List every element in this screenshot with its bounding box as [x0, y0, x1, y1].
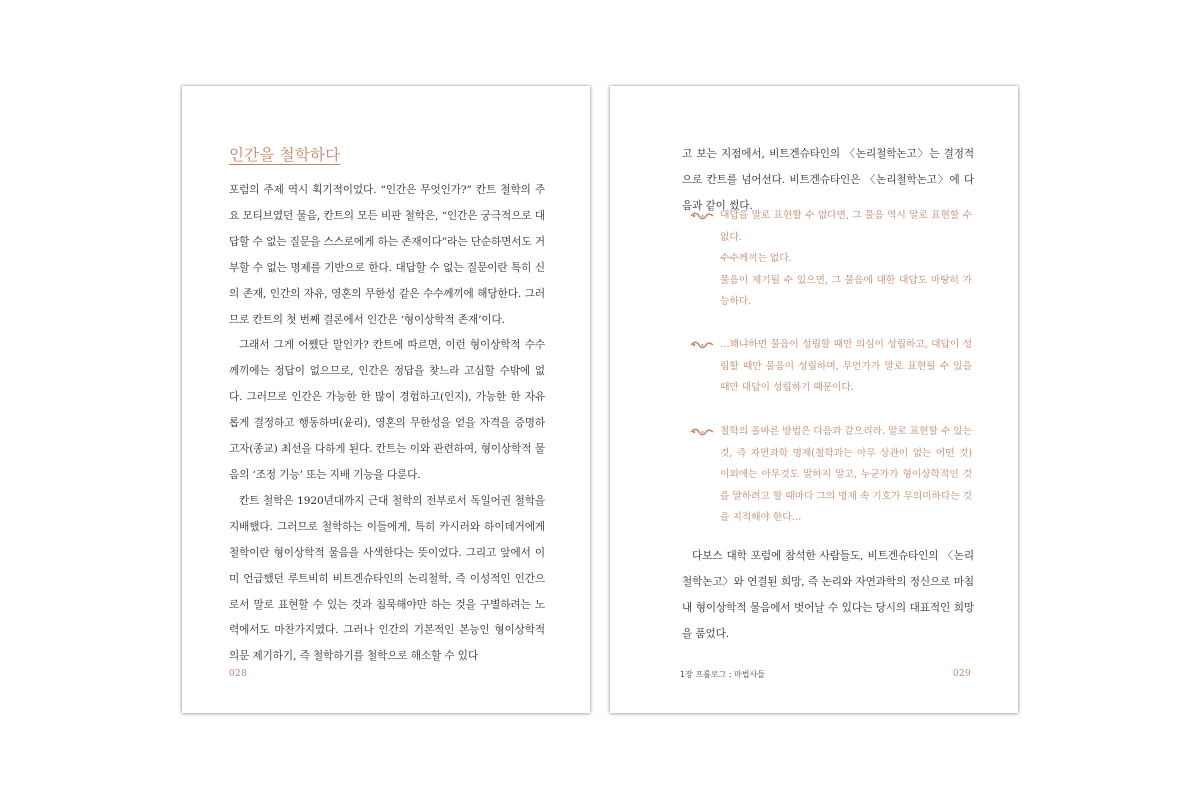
- left-body-text: [229, 178, 545, 670]
- running-head: 1장 프롤로그 : 마법사들: [680, 670, 765, 679]
- right-page: [610, 86, 1018, 713]
- left-page: [182, 86, 590, 713]
- quote-line: 대답을 말로 표현할 수 없다면, 그 물음 역시 말로 표현할 수 없다.: [720, 210, 972, 243]
- quote-line: 물음이 제기될 수 있으면, 그 물음에 대한 대답도 마땅히 가능하다.: [720, 274, 972, 307]
- quote-block: [720, 205, 972, 313]
- ornament-flourish-icon: [690, 212, 714, 220]
- quote-line: …왜냐하면 물음이 성립할 때만 의심이 성립하고, 대답이 성립할 때만 물음이 성립하며, 무언가가 말로 표현될 수 있을 때만 대답이 성립하기 때문이다.: [720, 339, 972, 393]
- page-number: 028: [229, 669, 248, 679]
- paragraph: 고 보는 지점에서, 비트겐슈타인의 〈논리철학논고〉는 결정적으로 칸트를 넘어선다. 비트겐슈타인은 〈논리철학논고〉에 다음과 같이 썼다.: [682, 148, 974, 212]
- quote-line: 철학의 올바른 방법은 다음과 같으리라. 말로 표현할 수 있는 것, 즉 자연과학 명제(철학과는 아무 상관이 없는 어떤 것) 이외에는 아무것도 말하지 말고, 누군가가 형이상학적인 것을 말하려고 할 때마다 그의 명제 속 기호가 무의미하다는 것을 지적해야 한다…: [720, 426, 972, 523]
- quote-block: [720, 334, 972, 399]
- paragraph: 포럼의 주제 역시 획기적이었다. “인간은 무엇인가?” 칸트 철학의 주요 모티브였던 물음, 칸트의 모든 비판 철학은, “인간은 궁극적으로 대답할 수 없는 질문을 스스로에게 하는 존재이다”라는 단순하면서도 거부할 수 없는 명제를 기반으로 한다. 대답할 수 없는 질문이란 특히 신의 존재, 인간의 자유, 영혼의 무한성 같은 수수께끼에 해당한다. 그러므로 칸트의 첫 번째 결론에서 인간은 ‘형이상학적 존재’이다.: [229, 184, 545, 326]
- paragraph: 칸트 철학은 1920년대까지 근대 철학의 전부로서 독일어권 철학을 지배했다. 그러므로 철학하는 이들에게, 특히 카시러와 하이데거에게 철학이란 형이상학적 물음을 사색한다는 뜻이었다. 그리고 앞에서 이미 언급했던 루트비히 비트겐슈타인의 논리철학, 즉 이성적인 인간으로서 말로 표현할 수 있는 것과 침묵해야만 하는 것을 구별하려는 노력에서도 마찬가지였다. 그러나 인간의 기본적인 본능인 형이상학적 의문 제기하기, 즉 철학하기를 철학으로 해소할 수 있다: [229, 494, 545, 663]
- ornament-flourish-icon: [690, 428, 714, 436]
- chapter-title: 인간을 철학하다: [229, 146, 341, 164]
- paragraph: 그래서 그게 어쨌단 말인가? 칸트에 따르면, 이런 형이상학적 수수께끼에는 정답이 없으므로, 인간은 정답을 찾느라 고심할 수밖에 없다. 그러므로 인간은 가능한 한 많이 경험하고(인지), 가능한 한 자유롭게 결정하고 행동하며(윤리), 영혼의 무한성을 얻을 자격을 증명하고자(종교) 최선을 다하게 된다. 칸트는 이와 관련하여, 형이상학적 물음의 ‘조정 기능’ 또는 지배 기능을 다룬다.: [229, 339, 545, 481]
- ornament-flourish-icon: [690, 341, 714, 349]
- right-outro-text: [682, 544, 974, 648]
- paragraph: 다보스 대학 포럼에 참석한 사람들도, 비트겐슈타인의 〈논리철학논고〉와 연결된 희망, 즉 논리와 자연과학의 정신으로 마침내 형이상학적 물음에서 벗어날 수 있다는 당시의 대표적인 희망을 품었다.: [682, 550, 974, 640]
- page-number: 029: [952, 669, 971, 679]
- quote-block: [720, 421, 972, 529]
- quote-line: 수수께끼는 없다.: [720, 253, 792, 264]
